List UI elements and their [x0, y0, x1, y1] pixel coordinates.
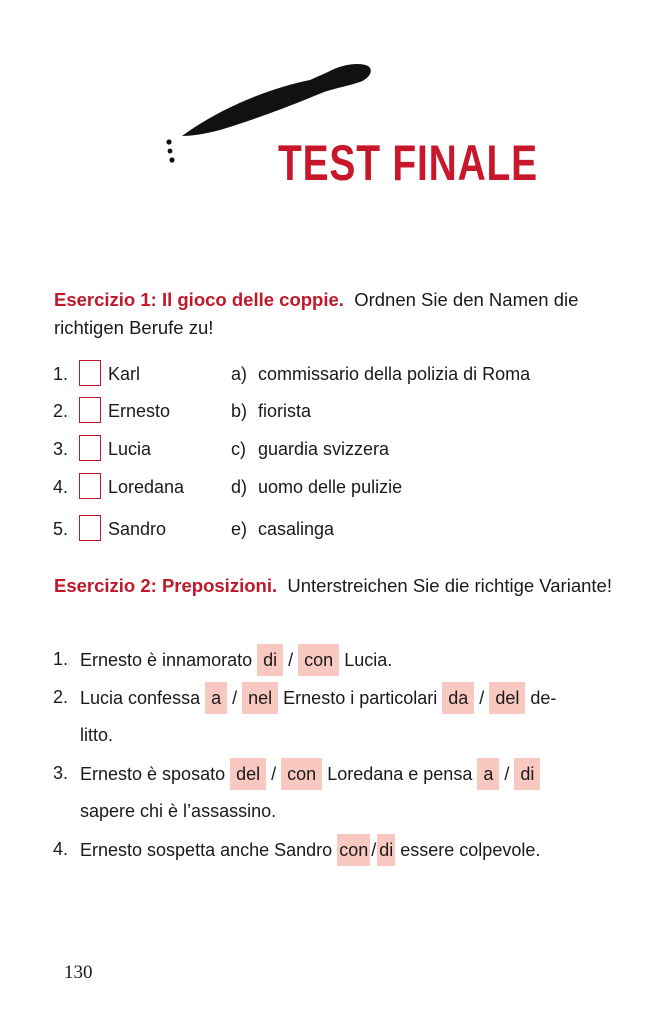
page-title: TEST FINALE — [278, 135, 538, 191]
answer-box[interactable] — [79, 473, 101, 499]
sentence-text: Lucia. — [344, 650, 393, 670]
option-highlight[interactable]: del — [489, 682, 525, 714]
sentence-number: 1. — [53, 649, 69, 669]
page-number: 130 — [64, 962, 93, 983]
sentence-text: Lucia confessa — [80, 688, 201, 708]
item-number: 5. — [53, 519, 69, 539]
slash: / — [479, 688, 485, 708]
item-number: 2. — [53, 401, 69, 421]
item-number: 3. — [53, 439, 69, 459]
answer-box[interactable] — [79, 360, 101, 386]
sentence-text: de- — [530, 688, 557, 708]
slash: / — [288, 650, 294, 670]
sentence-number: 2. — [53, 687, 69, 707]
option-highlight[interactable]: con — [298, 644, 339, 676]
match-row-3 — [0, 435, 672, 465]
option-highlight[interactable]: da — [442, 682, 474, 714]
option-highlight[interactable]: a — [205, 682, 227, 714]
sentence-2-continued — [0, 719, 672, 751]
option-text: guardia svizzera — [258, 439, 390, 459]
sentence-text: Ernesto è innamorato — [80, 650, 253, 670]
sentence-text: Ernesto sospetta anche Sandro — [80, 840, 333, 860]
sentence-3-continued — [0, 795, 672, 827]
item-name: Karl — [108, 364, 141, 384]
item-number: 4. — [53, 477, 69, 497]
option-letter: c) — [231, 439, 246, 459]
exercise2-heading — [54, 572, 624, 600]
option-letter: e) — [231, 519, 248, 539]
sentence-3 — [0, 758, 672, 790]
slash: / — [271, 764, 277, 784]
option-highlight[interactable]: del — [230, 758, 266, 790]
option-text: uomo delle pulizie — [258, 477, 403, 497]
answer-box[interactable] — [79, 515, 101, 541]
sentence-text: Loredana e pensa — [327, 764, 473, 784]
slash: / — [232, 688, 238, 708]
option-highlight[interactable]: di — [257, 644, 283, 676]
item-name: Sandro — [108, 519, 167, 539]
sentence-number: 3. — [53, 763, 69, 783]
answer-box[interactable] — [79, 435, 101, 461]
option-letter: a) — [231, 364, 248, 384]
match-row-2 — [0, 397, 672, 427]
sentence-number: 4. — [53, 839, 69, 859]
sentence-text: sapere chi è l’assassino. — [80, 801, 277, 821]
option-highlight[interactable]: con — [337, 834, 370, 866]
match-row-5 — [0, 515, 672, 545]
sentence-1 — [0, 644, 672, 676]
option-highlight[interactable]: di — [377, 834, 395, 866]
option-highlight[interactable]: di — [514, 758, 540, 790]
sentence-text: essere colpevole. — [400, 840, 541, 860]
slash: / — [504, 764, 510, 784]
slash: / — [371, 840, 377, 860]
option-letter: b) — [231, 401, 248, 421]
exercise1-heading — [54, 286, 624, 342]
sentence-2 — [0, 682, 672, 714]
sentence-text: Ernesto è sposato — [80, 764, 226, 784]
item-name: Loredana — [108, 477, 185, 497]
item-name: Lucia — [108, 439, 152, 459]
option-highlight[interactable]: a — [477, 758, 499, 790]
option-letter: d) — [231, 477, 248, 497]
sentence-text: litto. — [80, 725, 114, 745]
exercise2-instruction: Unterstreichen Sie die richtige Variante! — [287, 575, 612, 596]
item-number: 1. — [53, 364, 69, 384]
match-row-4 — [0, 473, 672, 503]
option-highlight[interactable]: con — [281, 758, 322, 790]
option-highlight[interactable]: nel — [242, 682, 278, 714]
match-row-1 — [0, 360, 672, 390]
exercise1-title: Esercizio 1: Il gioco delle coppie. — [54, 289, 344, 310]
exercise1-instruction: Ordnen Sie den Namen die richtigen Berufe zu! — [54, 289, 579, 338]
option-text: casalinga — [258, 519, 335, 539]
item-name: Ernesto — [108, 401, 171, 421]
sentence-4 — [0, 834, 672, 866]
answer-box[interactable] — [79, 397, 101, 423]
option-text: fiorista — [258, 401, 312, 421]
sentence-text: Ernesto i particolari — [283, 688, 438, 708]
exercise2-title: Esercizio 2: Preposizioni. — [54, 575, 278, 596]
option-text: commissario della polizia di Roma — [258, 364, 531, 384]
